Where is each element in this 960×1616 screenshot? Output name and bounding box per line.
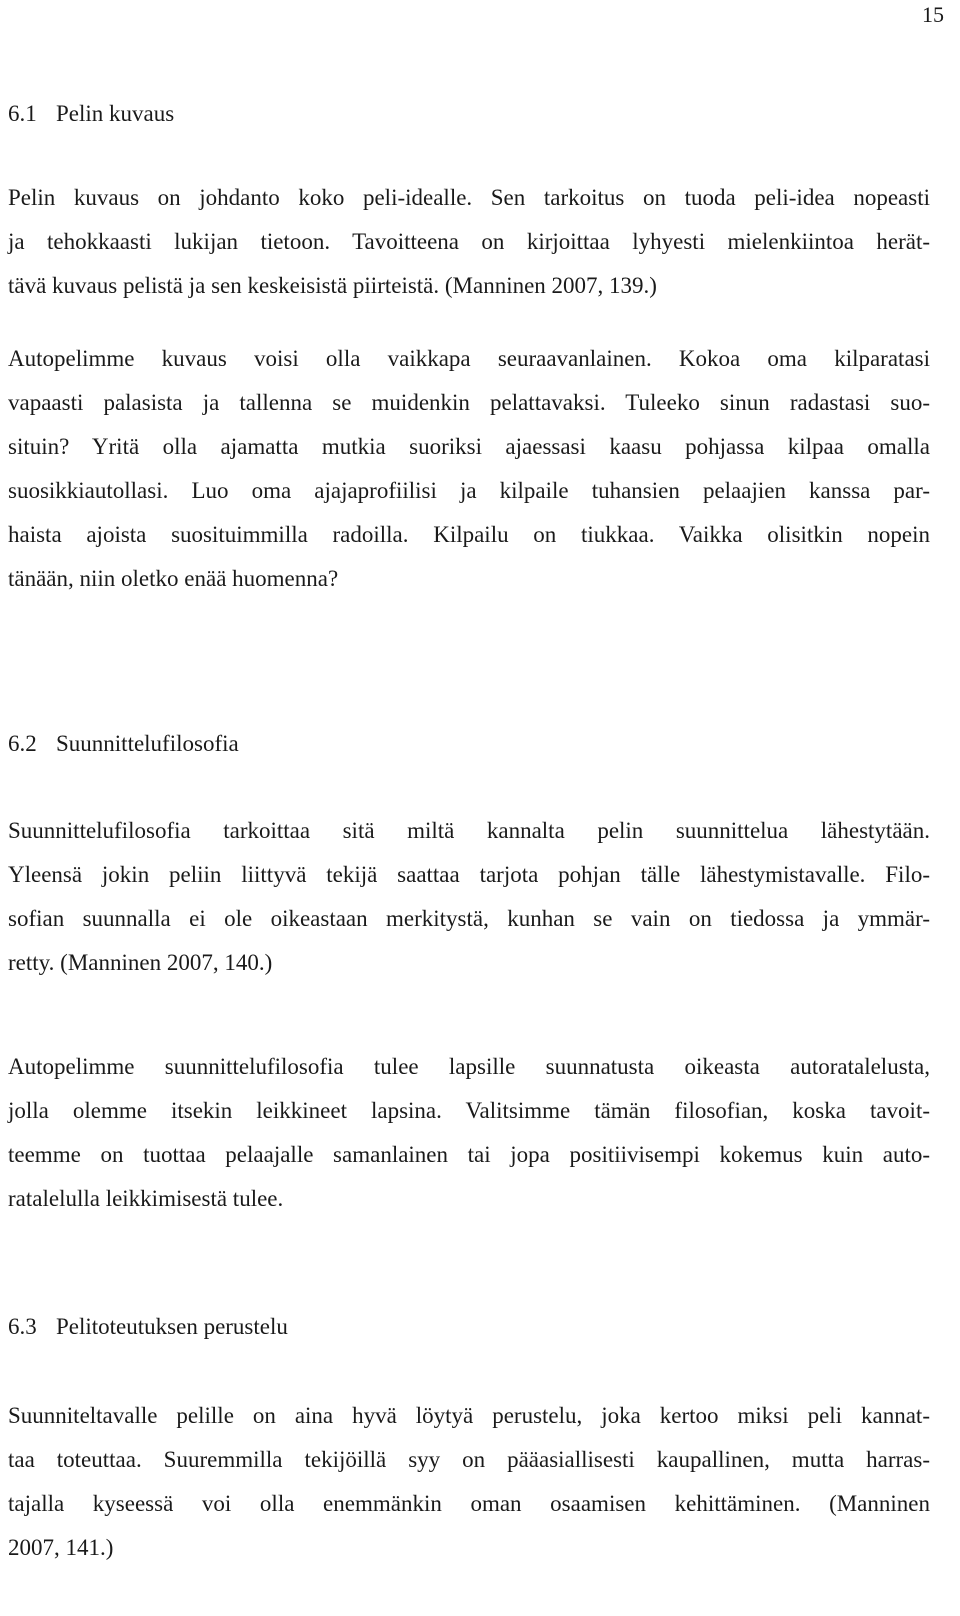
text-line: ratalelulla leikkimisestä tulee. — [8, 1186, 284, 1211]
text-line: sofian suunnalla ei ole oikeastaan merkitystä, kunhan se vain on tiedossa ja ymmär- — [8, 906, 930, 931]
paragraph-6-2-1 — [8, 809, 930, 985]
paragraph-6-1-1 — [8, 176, 930, 308]
text-line: situin? Yritä olla ajamatta mutkia suoriksi ajaessasi kaasu pohjassa kilpaa omalla — [8, 434, 930, 459]
section-title: Pelin kuvaus — [56, 101, 175, 126]
text-line: tajalla kyseessä voi olla enemmänkin oman osaamisen kehittäminen. (Manninen — [8, 1491, 930, 1516]
page-number: 15 — [922, 2, 944, 27]
paragraph-6-2-2 — [8, 1045, 930, 1221]
text-line: tävä kuvaus pelistä ja sen keskeisistä piirteistä. (Manninen 2007, 139.) — [8, 273, 657, 298]
text-line: retty. (Manninen 2007, 140.) — [8, 950, 273, 975]
text-line: jolla olemme itsekin leikkineet lapsina. Valitsimme tämän filosofian, koska tavoit- — [8, 1098, 930, 1123]
text-line: vapaasti palasista ja tallenna se muidenkin pelattavaksi. Tuleeko sinun radastasi suo- — [8, 390, 930, 415]
text-line: haista ajoista suosituimmilla radoilla. Kilpailu on tiukkaa. Vaikka olisitkin nopein — [8, 522, 930, 547]
text-line: taa toteuttaa. Suuremmilla tekijöillä syy on pääasiallisesti kaupallinen, mutta harras- — [8, 1447, 930, 1472]
text-line: tänään, niin oletko enää huomenna? — [8, 566, 339, 591]
text-line: Pelin kuvaus on johdanto koko peli-idealle. Sen tarkoitus on tuoda peli-idea nopeasti — [8, 185, 930, 210]
section-heading-6-1 — [8, 101, 174, 127]
paragraph-6-3-1 — [8, 1394, 930, 1570]
text-line: Suunniteltavalle pelille on aina hyvä löytyä perustelu, joka kertoo miksi peli kannat- — [8, 1403, 930, 1428]
section-number: 6.3 — [8, 1314, 37, 1339]
section-title: Pelitoteutuksen perustelu — [56, 1314, 288, 1339]
text-line: suosikkiautollasi. Luo oma ajajaprofiilisi ja kilpaile tuhansien pelaajien kanssa par- — [8, 478, 930, 503]
text-line: ja tehokkaasti lukijan tietoon. Tavoitteena on kirjoittaa lyhyesti mielenkiintoa herät- — [8, 229, 930, 254]
section-heading-6-3 — [8, 1314, 288, 1340]
section-number: 6.1 — [8, 101, 37, 126]
text-line: 2007, 141.) — [8, 1535, 114, 1560]
text-line: Autopelimme kuvaus voisi olla vaikkapa seuraavanlainen. Kokoa oma kilparatasi — [8, 346, 930, 371]
paragraph-6-1-2 — [8, 337, 930, 601]
text-line: teemme on tuottaa pelaajalle samanlainen tai jopa positiivisempi kokemus kuin auto- — [8, 1142, 930, 1167]
text-line: Suunnittelufilosofia tarkoittaa sitä miltä kannalta pelin suunnittelua lähestytään. — [8, 818, 930, 843]
text-line: Yleensä jokin peliin liittyvä tekijä saattaa tarjota pohjan tälle lähestymistavalle. Filo- — [8, 862, 930, 887]
section-number: 6.2 — [8, 731, 37, 756]
section-heading-6-2 — [8, 731, 239, 757]
section-title: Suunnittelufilosofia — [56, 731, 239, 756]
text-line: Autopelimme suunnittelufilosofia tulee lapsille suunnatusta oikeasta autoratalelusta, — [8, 1054, 930, 1079]
